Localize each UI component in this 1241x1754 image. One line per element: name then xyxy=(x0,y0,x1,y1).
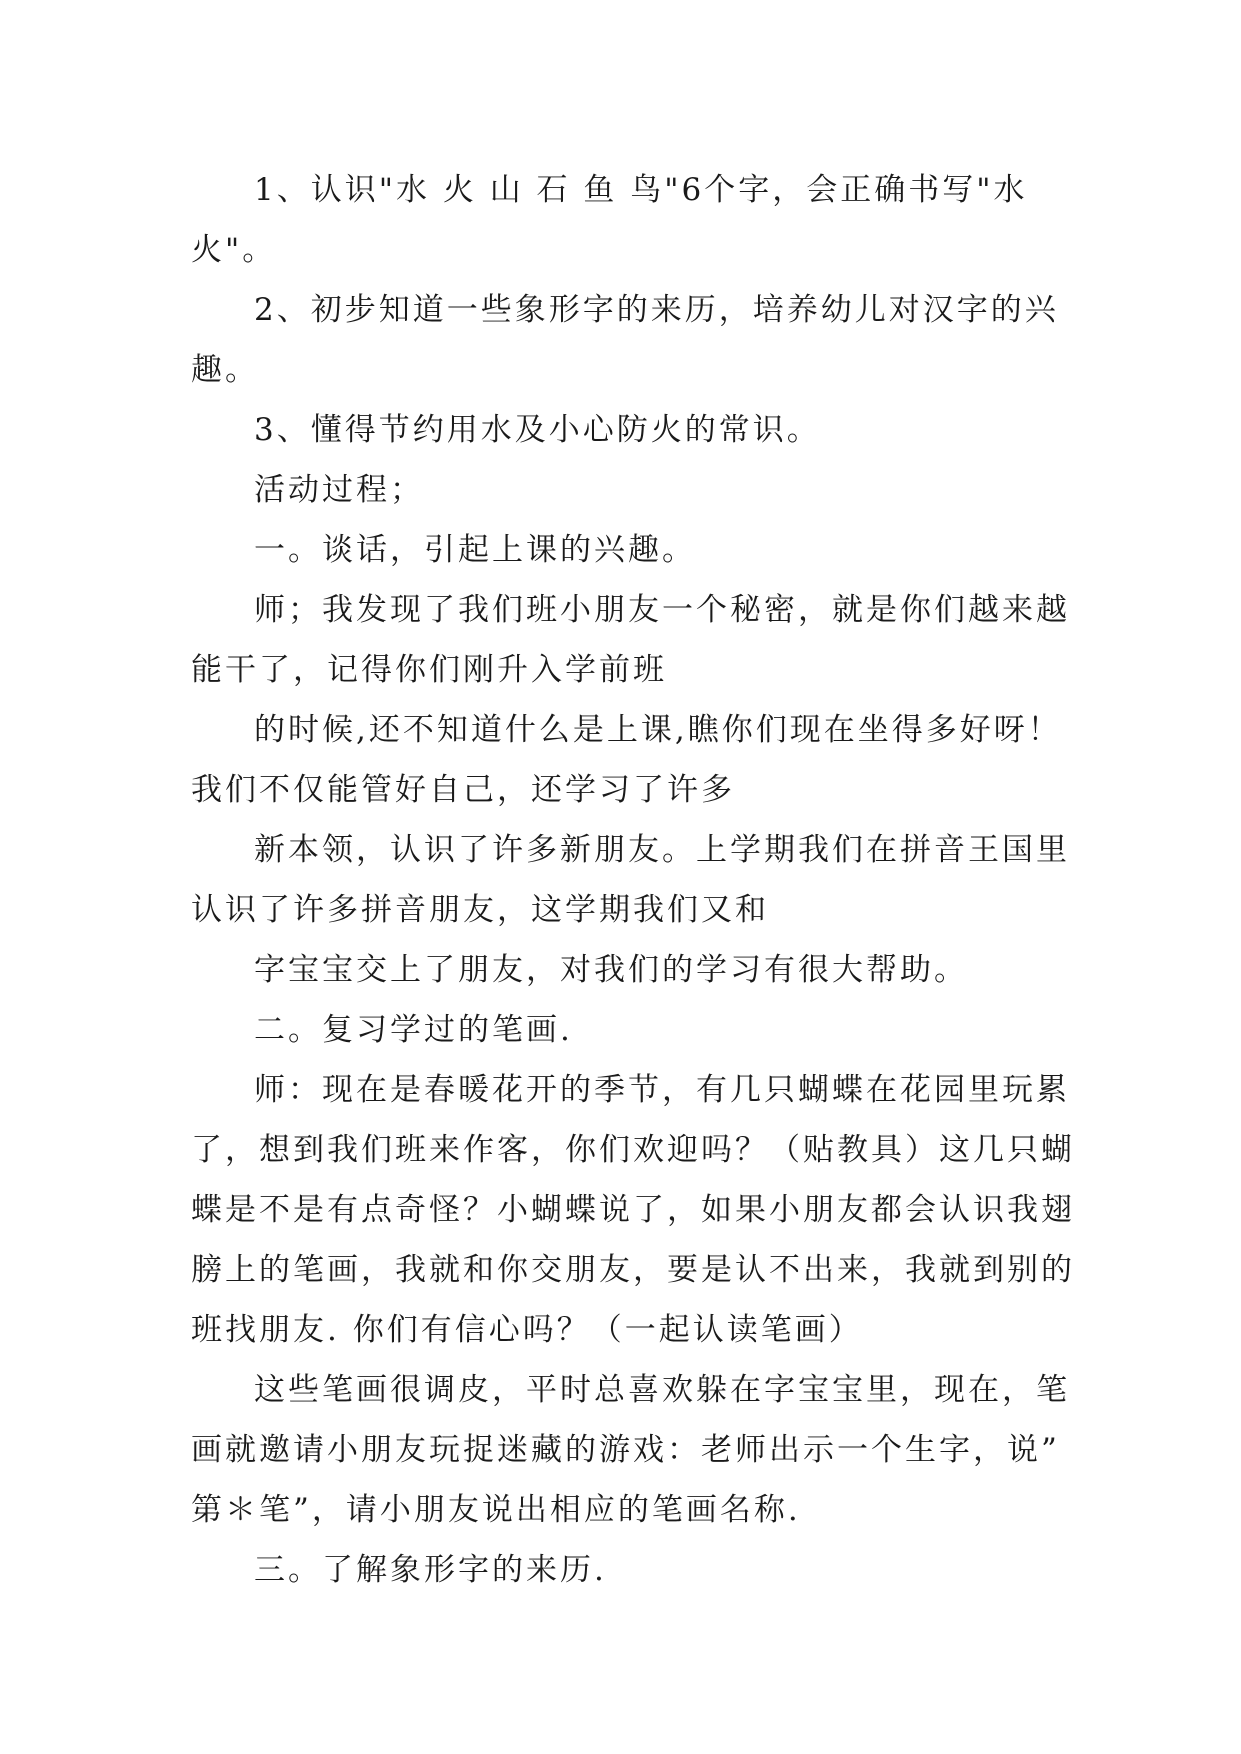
paragraph-line: 3、懂得节约用水及小心防火的常识。 xyxy=(254,412,821,448)
paragraph-line: 能干了，记得你们刚升入学前班 xyxy=(191,652,667,688)
document-body xyxy=(191,160,1075,1600)
section-heading: 二。复习学过的笔画. xyxy=(254,1012,573,1048)
paragraph-line: 的时候,还不知道什么是上课,瞧你们现在坐得多好呀！ xyxy=(254,712,1062,748)
paragraph-line: 我们不仅能管好自己，还学习了许多 xyxy=(191,772,735,808)
paragraph-line: 了，想到我们班来作客，你们欢迎吗？（贴教具）这几只蝴 xyxy=(191,1132,1075,1168)
section-heading: 活动过程； xyxy=(254,472,424,508)
section-heading: 一。谈话，引起上课的兴趣。 xyxy=(254,532,696,568)
paragraph-line: 新本领，认识了许多新朋友。上学期我们在拼音王国里 xyxy=(254,832,1070,868)
section-heading: 三。了解象形字的来历. xyxy=(254,1552,607,1588)
paragraph-line: 1、认识"水 火 山 石 鱼 鸟"6个字，会正确书写"水 xyxy=(254,172,1028,208)
paragraph-line: 字宝宝交上了朋友，对我们的学习有很大帮助。 xyxy=(254,952,968,988)
paragraph-line: 蝶是不是有点奇怪？小蝴蝶说了，如果小朋友都会认识我翅 xyxy=(191,1192,1075,1228)
paragraph-line: 班找朋友. 你们有信心吗？（一起认读笔画） xyxy=(191,1312,863,1348)
paragraph-line: 2、初步知道一些象形字的来历，培养幼儿对汉字的兴 xyxy=(254,292,1059,328)
paragraph-line: 第＊笔”，请小朋友说出相应的笔画名称. xyxy=(191,1492,801,1528)
paragraph-line: 认识了许多拼音朋友，这学期我们又和 xyxy=(191,892,769,928)
paragraph-line: 师：现在是春暖花开的季节，有几只蝴蝶在花园里玩累 xyxy=(254,1072,1070,1108)
paragraph-line: 趣。 xyxy=(191,352,259,388)
paragraph-line: 膀上的笔画，我就和你交朋友，要是认不出来，我就到别的 xyxy=(191,1252,1075,1288)
paragraph-line: 师；我发现了我们班小朋友一个秘密，就是你们越来越 xyxy=(254,592,1070,628)
paragraph-line: 画就邀请小朋友玩捉迷藏的游戏：老师出示一个生字，说” xyxy=(191,1432,1060,1468)
paragraph-line: 火"。 xyxy=(191,232,277,268)
paragraph-line: 这些笔画很调皮，平时总喜欢躲在字宝宝里，现在，笔 xyxy=(254,1372,1070,1408)
